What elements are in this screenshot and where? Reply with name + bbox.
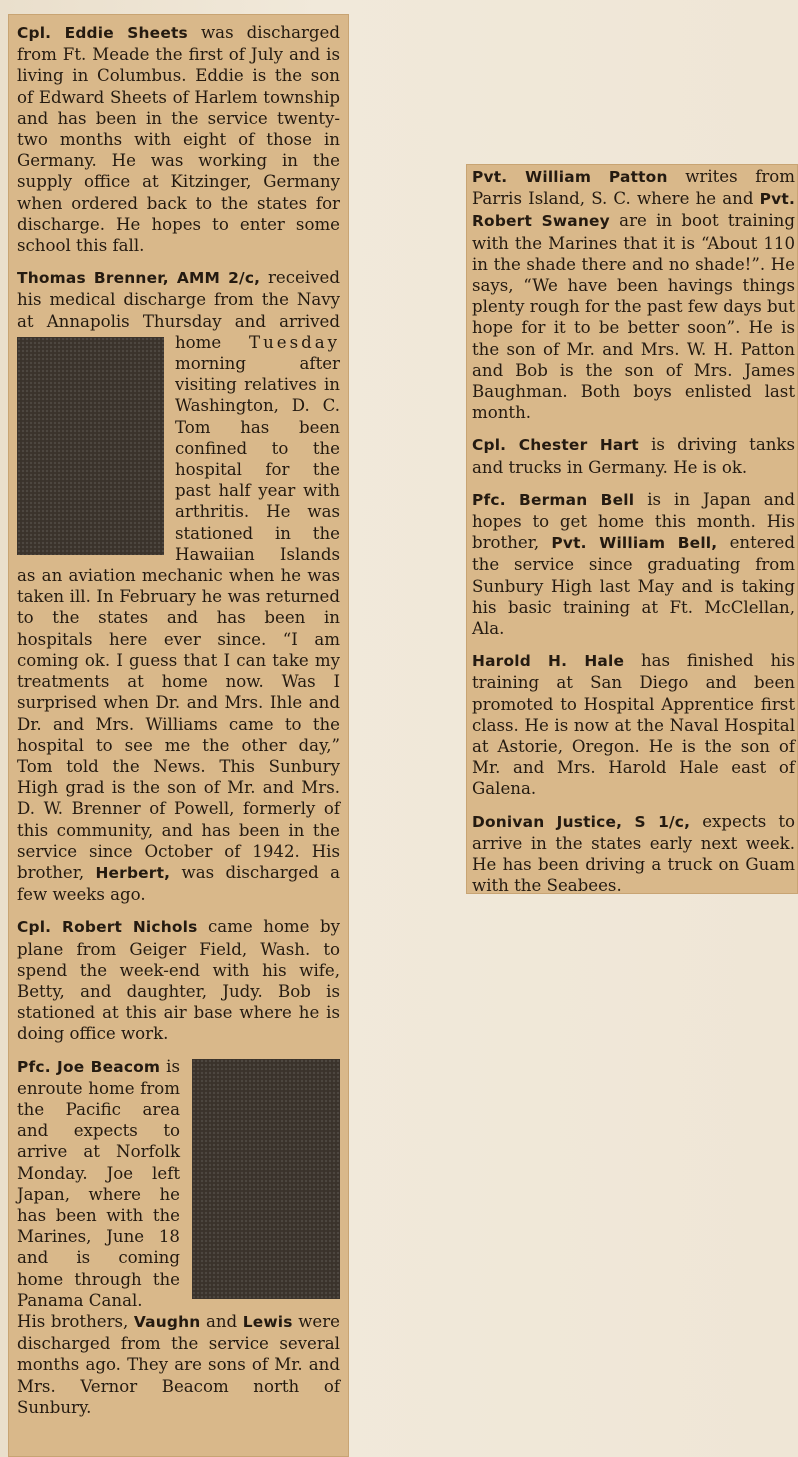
item-text: is driving tanks and trucks in Germany. He is ok. — [472, 435, 795, 477]
name-chester-hart: Cpl. Chester Hart — [472, 436, 639, 455]
name-berman-bell: Pfc. Berman Bell — [472, 490, 635, 509]
name-eddie-sheets: Cpl. Eddie Sheets — [17, 24, 188, 42]
name-thomas-brenner: Thomas Brenner, AMM 2/c, — [17, 269, 261, 288]
portrait-photo-beacom — [192, 1059, 340, 1299]
name-vaughn: Vaughn — [133, 1312, 201, 1331]
item-text: has finished his training at San Diego and been promoted to Hospital Apprentice first class. He is now at the Naval Hospital at Astorie, Oregon. He is the son of Mr. and Mrs. Harold Hale east of Galena. — [472, 651, 795, 799]
item-text: received his medical discharge from the Navy at Annapolis Thursday and arrived home — [17, 268, 340, 352]
halftone-texture — [192, 1059, 340, 1299]
item-brenner — [17, 267, 340, 905]
left-column — [17, 22, 340, 1429]
item-text: morning after visiting relatives in Washington, D. C. Tom has been confined to the hospital for the past half year with arthritis. He was stationed in the Hawaiian Islands as an aviation mechanic when he was taken ill. In February he was returned to the states and has been in hospitals here ever since. “I am coming ok. I guess that I can take my treatments at home now. Was I surprised when Dr. and Mrs. Ihle and Dr. and Mrs. Williams came to the hospital to see me the other day,” Tom told the News. This Sunbury High grad is the son of Mr. and Mrs. D. W. Brenner of Powell, formerly of this community, and has been in the service since October of 1942. His brother, — [17, 354, 340, 882]
name-herbert: Herbert, — [95, 863, 171, 882]
name-joe-beacom: Pfc. Joe Beacom — [17, 1057, 161, 1076]
item-text: His brothers, — [17, 1311, 134, 1331]
item-text: Tuesday — [249, 332, 340, 352]
item-patton — [472, 166, 795, 423]
name-robert-nichols: Cpl. Robert Nichols — [17, 918, 198, 937]
item-text: was discharged a few weeks ago. — [17, 862, 340, 905]
item-text: is enroute home from the Pacific area and expects to arrive at Norfolk Monday. Joe left Japan, where he has been with the Marines, June 18 and is coming home through the Panama Canal. — [17, 1056, 180, 1310]
item-nichols — [17, 916, 340, 1044]
item-text: and — [200, 1311, 243, 1331]
name-harold-hale: Harold H. Hale — [472, 652, 625, 671]
name-lewis: Lewis — [242, 1312, 293, 1331]
item-text: was discharged from Ft. Meade the first of July and is living in Columbus. Eddie is the son of Edward Sheets of Harlem township and has been in the service twenty-two months with eight of those in Germany. He was working in the supply office at Kitzinger, Germany when ordered back to the states for discharge. He hopes to enter some school this fall. — [17, 23, 341, 256]
name-donivan-justice: Donivan Justice, S 1/c, — [472, 812, 691, 831]
item-hale — [472, 650, 795, 799]
item-sheets — [17, 22, 340, 256]
name-robert-swaney: Pvt. Robert Swaney — [472, 190, 795, 231]
portrait-photo-brenner — [17, 337, 164, 555]
name-william-patton: Pvt. William Patton — [472, 168, 668, 186]
item-text: are in boot training with the Marines that it is “About 110 in the shade there and no shade!”. He says, “We have been havings things plenty rough for the past few days but hope for it to be better soon”. He is the son of Mr. and Mrs. W. H. Patton and Bob is the son of Mrs. James Baughman. Both boys enlisted last month. — [472, 211, 795, 423]
item-hart — [472, 434, 795, 477]
halftone-texture — [17, 337, 164, 555]
item-text: entered the service since graduating from Sunbury High last May and is taking his basic training at Ft. McClellan, Ala. — [472, 533, 795, 639]
right-column — [472, 166, 795, 908]
item-bell — [472, 489, 795, 639]
item-text: came home by plane from Geiger Field, Wash. to spend the week-end with his wife, Betty, and daughter, Judy. Bob is stationed at this air base where he is doing office work. — [17, 917, 340, 1044]
item-text: writes from Parris Island, S. C. where he and — [472, 167, 796, 209]
name-william-bell: Pvt. William Bell, — [551, 534, 718, 553]
item-text: is in Japan and hopes to get home this month. His brother, — [472, 489, 795, 553]
item-text: expects to arrive in the states early next week. He has been driving a truck on Guam with the Seabees. — [472, 811, 795, 896]
item-justice — [472, 811, 795, 897]
item-beacom — [17, 1056, 340, 1418]
item-text: were discharged from the service several months ago. They are sons of Mr. and Mrs. Vernor Beacom north of Sunbury. — [17, 1311, 340, 1417]
